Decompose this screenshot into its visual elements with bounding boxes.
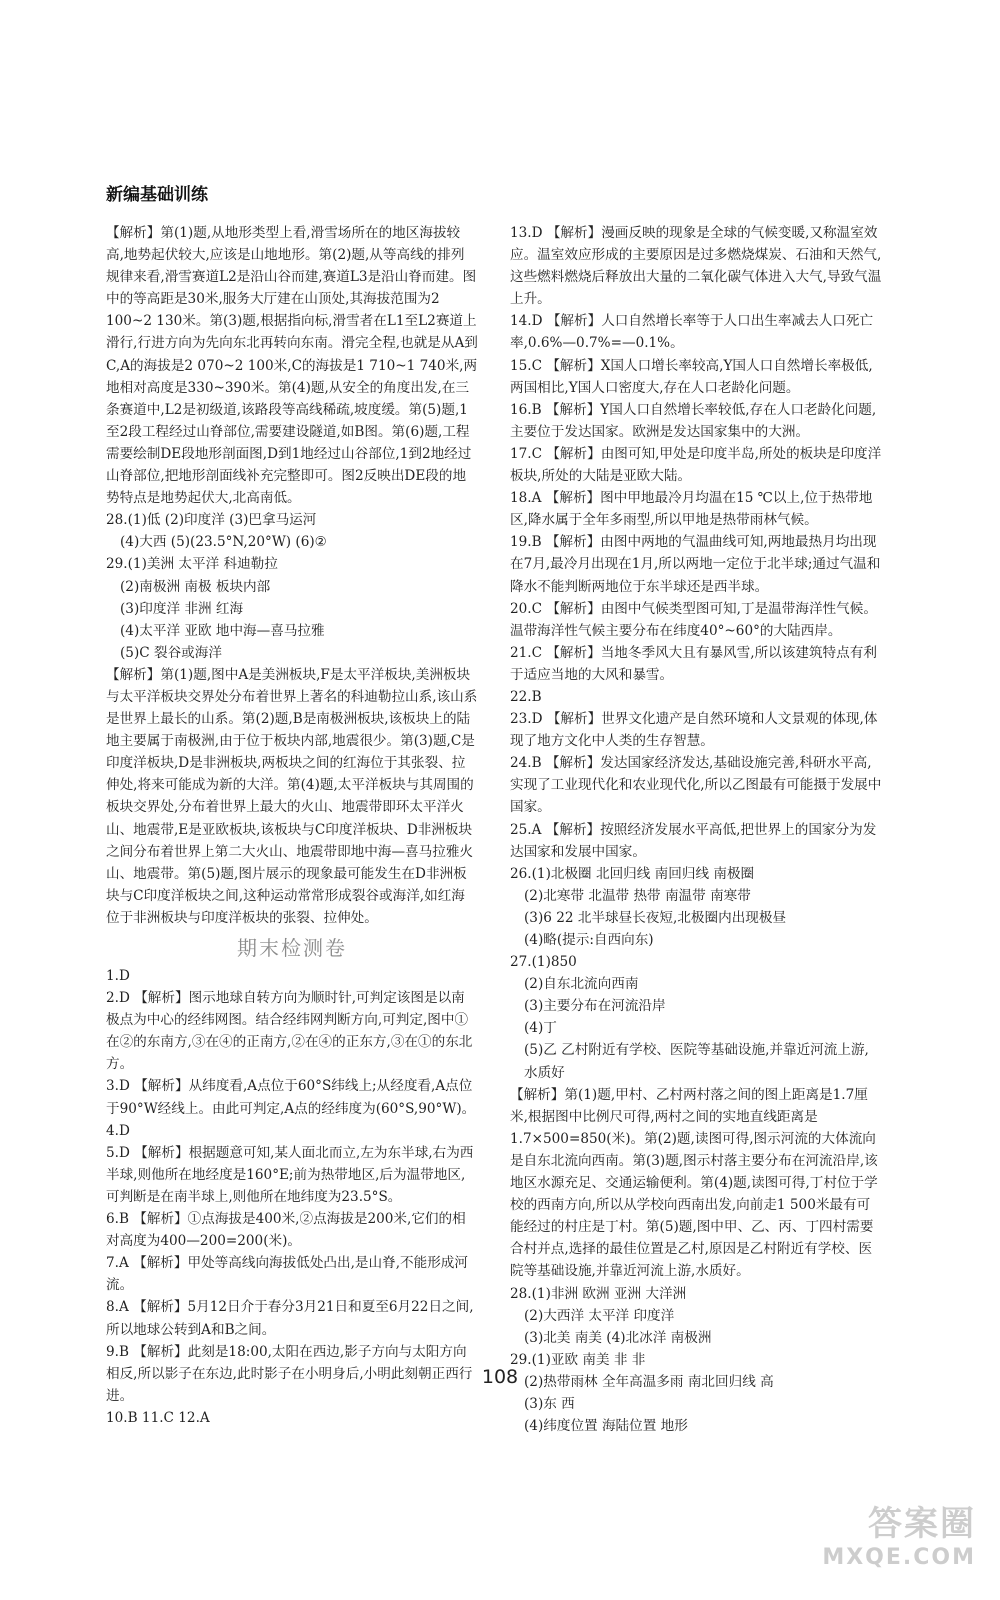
- answer-paragraph: 8.A 【解析】5月12日介于春分3月21日和夏至6月22日之间,所以地球公转到A和B之间。: [106, 1299, 474, 1338]
- answer-paragraph: (3)北美 南美 (4)北冰洋 南极洲: [524, 1329, 712, 1346]
- watermark-line1: 答案圈: [868, 1504, 976, 1544]
- answer-paragraph: 26.(1)北极圈 北回归线 南回归线 南极圈: [510, 865, 755, 882]
- left-column: [106, 222, 478, 1429]
- answer-paragraph: 【解析】第(1)题,从地形类型上看,滑雪场所在的地区海拔较高,地势起伏较大,应该是山地地形。第(2)题,从等高线的排列规律来看,滑雪赛道L2是沿山谷而建,赛道L3是沿山脊而建。图中的等高距是30米,服务大厅建在山顶处,其海拔范围为2 100~2 130米。第(3)题,根据指向标,滑雪者在L1至L2赛道上滑行,行进方向为先向东北再转向东南。滑完全程,也就是从A到C,A的海拔是2 070~2 100米,C的海拔是1 710~1 740米,两地相对高度是330~390米。第(4)题,从安全的角度出发,在三条赛道中,L2是初级道,该路段等高线稀疏,坡度缓。第(5)题,1至2段工程经过山脊部位,需要建设隧道,如B图。第(6)题,工程需要绘制DE段地形剖面图,D到1地经过山谷部位,1到2地经过山脊部位,把地形剖面线补充完整即可。图2反映出DE段的地势特点是地势起伏大,北高南低。: [106, 225, 478, 507]
- answer-paragraph: 4.D: [106, 1122, 130, 1139]
- answer-paragraph: 19.B 【解析】由图中两地的气温曲线可知,两地最热月均出现在7月,最冷月出现在1月,所以两地一定位于北半球;通过气温和降水不能判断两地位于东半球还是西半球。: [510, 534, 881, 595]
- answer-paragraph: 24.B 【解析】发达国家经济发达,基础设施完善,科研水平高,实现了工业现代化和农业现代化,所以乙图最有可能摄于发展中国家。: [510, 755, 882, 816]
- answer-paragraph: 20.C 【解析】由图中气候类型图可知,丁是温带海洋性气候。温带海洋性气候主要分布在纬度40°~60°的大陆西岸。: [510, 600, 877, 639]
- right-column: [510, 222, 882, 1437]
- watermark-logo: [806, 1496, 976, 1570]
- answer-paragraph: (2)大西洋 太平洋 印度洋: [524, 1307, 675, 1324]
- answer-paragraph: 16.B 【解析】Y国人口自然增长率较低,存在人口老龄化问题,主要位于发达国家。欧洲是发达国家集中的大洲。: [510, 401, 877, 440]
- answer-paragraph: 【解析】第(1)题,甲村、乙村两村落之间的图上距离是1.7厘米,根据图中比例尺可得,两村之间的实地直线距离是1.7×500=850(米)。第(2)题,读图可得,图示河流的大体流向是自东北流向西南。第(3)题,图示村落主要分布在河流沿岸,该地区水源充足、交通运输便利。第(4)题,读图可得,丁村位于学校的西南方向,所以从学校向西南出发,向前走1 500米最有可能经过的村庄是丁村。第(5)题,图中甲、乙、丙、丁四村需要合村并点,选择的最佳位置是乙村,原因是乙村附近有学校、医院等基础设施,并靠近河流上游,水质好。: [510, 1086, 878, 1280]
- answer-paragraph: 10.B 11.C 12.A: [106, 1409, 210, 1426]
- answer-paragraph: (4)丁: [524, 1020, 557, 1037]
- answer-paragraph: 25.A 【解析】按照经济发展水平高低,把世界上的国家分为发达国家和发展中国家。: [510, 821, 877, 860]
- answer-paragraph: 2.D 【解析】图示地球自转方向为顺时针,可判定该图是以南极点为中心的经纬网图。结合经纬网判断方向,可判定,图中①在②的东南方,③在④的正南方,②在④的正东方,③在①的东北方。: [106, 990, 473, 1073]
- answer-paragraph: (3)主要分布在河流沿岸: [524, 998, 666, 1015]
- answer-paragraph: (3)东 西: [524, 1395, 575, 1412]
- answer-paragraph: 15.C 【解析】X国人口增长率较高,Y国人口自然增长率极低,两国相比,Y国人口密度大,存在人口老龄化问题。: [510, 357, 873, 396]
- answer-paragraph: (5)C 裂谷或海洋: [120, 644, 222, 661]
- answer-paragraph: (3)6 22 北半球昼长夜短,北极圈内出现极昼: [524, 909, 787, 926]
- answer-paragraph: (4)大西 (5)(23.5°N,20°W) (6)②: [120, 534, 327, 551]
- answer-paragraph: 27.(1)850: [510, 954, 577, 971]
- answer-paragraph: (2)南极洲 南极 板块内部: [120, 578, 271, 595]
- answer-paragraph: (4)纬度位置 海陆位置 地形: [524, 1418, 688, 1435]
- answer-paragraph: 6.B 【解析】①点海拔是400米,②点海拔是200米,它们的相对高度为400—200=200(米)。: [106, 1211, 466, 1250]
- answer-paragraph: 5.D 【解析】根据题意可知,某人面北而立,左为东半球,右为西半球,则他所在地经度是160°E;前为热带地区,后为温带地区,可判断是在南半球上,则他所在地纬度为23.5°S。: [106, 1144, 474, 1205]
- answer-paragraph: 7.A 【解析】甲处等高线向海拔低处凸出,是山脊,不能形成河流。: [106, 1255, 468, 1294]
- answer-paragraph: 28.(1)低 (2)印度洋 (3)巴拿马运河: [106, 512, 317, 529]
- answer-paragraph: (5)乙 乙村附近有学校、医院等基础设施,并靠近河流上游,水质好: [524, 1042, 869, 1081]
- answer-paragraph: 28.(1)非洲 欧洲 亚洲 大洋洲: [510, 1285, 687, 1302]
- answer-paragraph: (4)略(提示:自西向东): [524, 932, 654, 948]
- page-header: 新编基础训练: [106, 185, 208, 205]
- answer-paragraph: 23.D 【解析】世界文化遗产是自然环境和人文景观的体现,体现了地方文化中人类的生存智慧。: [510, 711, 878, 750]
- answer-paragraph: (3)印度洋 非洲 红海: [120, 600, 244, 617]
- answer-paragraph: (2)自东北流向西南: [524, 976, 639, 993]
- answer-paragraph: 1.D: [106, 968, 130, 984]
- answer-paragraph: 3.D 【解析】从纬度看,A点位于60°S纬线上;从经度看,A点位于90°W经线上。由此可判定,A点的经纬度为(60°S,90°W)。: [106, 1078, 476, 1117]
- answer-paragraph: (4)太平洋 亚欧 地中海—喜马拉雅: [120, 622, 325, 639]
- answer-paragraph: 【解析】第(1)题,图中A是美洲板块,F是太平洋板块,美洲板块与太平洋板块交界处分布着世界上著名的科迪勒拉山系,该山系是世界上最长的山系。第(2)题,B是南极洲板块,该板块上的陆地主要属于南极洲,由于位于板块内部,地震很少。第(3)题,C是印度洋板块,D是非洲板块,两板块之间的红海位于其张裂、拉伸处,将来可能成为新的大洋。第(4)题,太平洋板块与其周围的板块交界处,分布着世界上最大的火山、地震带即环太平洋火山、地震带,E是亚欧板块,该板块与C印度洋板块、D非洲板块之间分布着世界上第二大火山、地震带即地中海—喜马拉雅火山、地震带。第(5)题,图片展示的现象最可能发生在D非洲板块与C印度洋板块之间,这种运动常常形成裂谷或海洋,如红海位于非洲板块与印度洋板块的张裂、拉伸处。: [106, 666, 478, 926]
- answer-paragraph: 29.(1)美洲 太平洋 科迪勒拉: [106, 556, 278, 573]
- watermark-line2: MXQE.COM: [822, 1545, 976, 1570]
- answer-paragraph: 9.B 【解析】此刻是18:00,太阳在西边,影子方向与太阳方向相反,所以影子在东边,此时影子在小明身后,小明此刻朝正西行进。: [106, 1343, 473, 1404]
- answer-paragraph: 13.D 【解析】漫画反映的现象是全球的气候变暖,又称温室效应。温室效应形成的主要原因是过多燃烧煤炭、石油和天然气,这些燃料燃烧后释放出大量的二氧化碳气体进入大气,导致气温上升。: [510, 225, 882, 308]
- answer-paragraph: 18.A 【解析】图中甲地最冷月均温在15 ℃以上,位于热带地区,降水属于全年多雨型,所以甲地是热带雨林气候。: [510, 490, 873, 529]
- answer-paragraph: 29.(1)亚欧 南美 非 非: [510, 1351, 646, 1368]
- answer-paragraph: 17.C 【解析】由图可知,甲处是印度半岛,所处的板块是印度洋板块,所处的大陆是亚欧大陆。: [510, 445, 882, 485]
- answer-paragraph: 21.C 【解析】当地冬季风大且有暴风雪,所以该建筑特点有利于适应当地的大风和暴雪。: [510, 644, 877, 683]
- section-title: 期末检测卷: [237, 936, 347, 960]
- page-number: 108: [481, 1366, 519, 1388]
- answer-paragraph: 22.B: [510, 688, 542, 705]
- answer-paragraph: (2)热带雨林 全年高温多雨 南北回归线 高: [524, 1373, 774, 1390]
- answer-paragraph: (2)北寒带 北温带 热带 南温带 南寒带: [524, 887, 751, 904]
- answer-paragraph: 14.D 【解析】人口自然增长率等于人口出生率减去人口死亡率,0.6%—0.7%=—0.1%。: [510, 313, 874, 352]
